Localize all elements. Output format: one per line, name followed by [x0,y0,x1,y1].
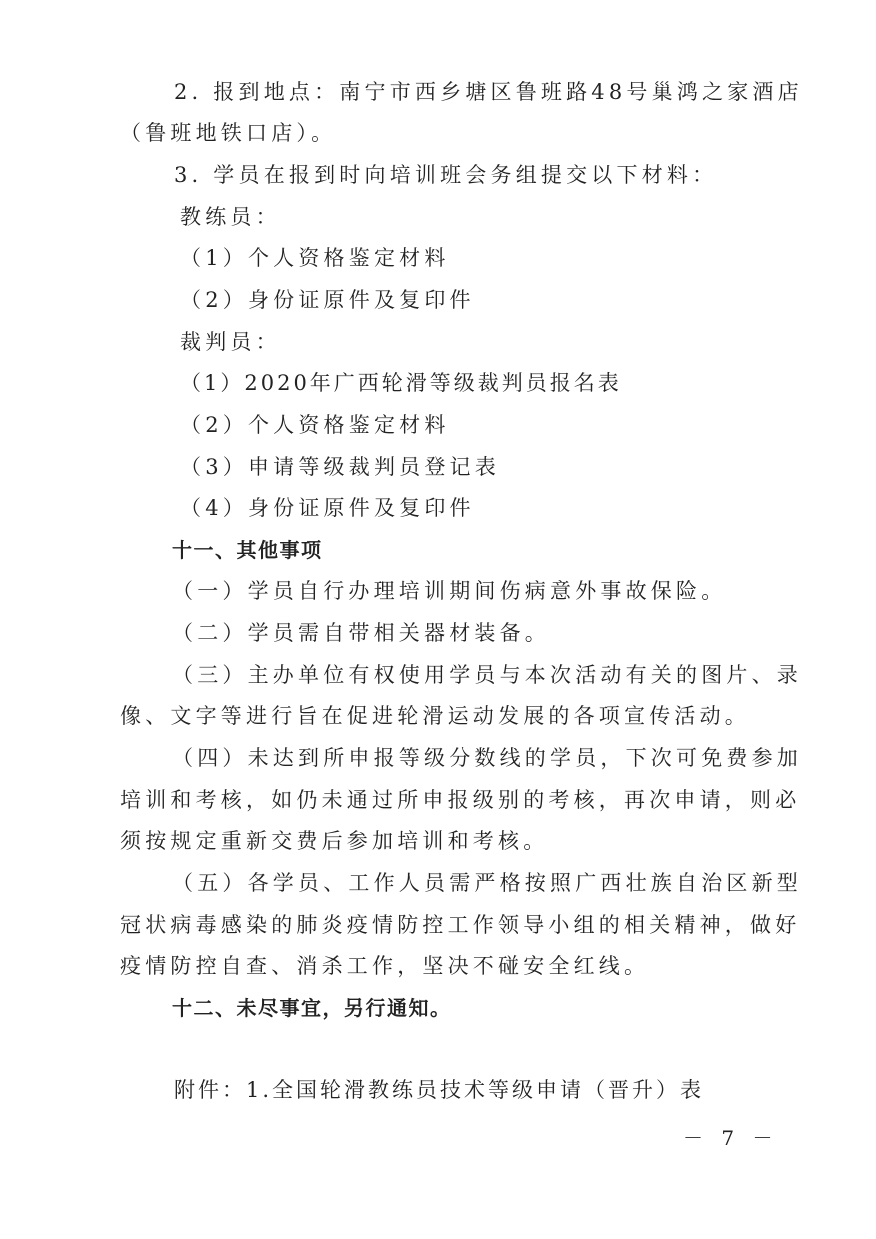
text-line: （一）学员自行办理培训期间伤病意外事故保险。 [172,579,727,603]
section-heading: 十一、其他事项 [172,538,323,562]
text-line: （鲁班地铁口店）。 [120,121,337,145]
text-line: （五）各学员、工作人员需严格按照广西壮族自治区新型 [172,871,802,895]
text-line: 冠状病毒感染的肺炎疫情防控工作领导小组的相关精神，做好 [120,913,801,937]
text-line: 像、文字等进行旨在促进轮滑运动发展的各项宣传活动。 [120,704,750,728]
text-line: 培训和考核，如仍未通过所申报级别的考核，再次申请，则必 [120,788,801,812]
text-line: （四）未达到所申报等级分数线的学员，下次可免费参加 [172,746,802,770]
text-line: 3. 学员在报到时向培训班会务组提交以下材料： [174,163,718,187]
text-line: （3）申请等级裁判员登记表 [180,455,500,479]
text-line: （2）身份证原件及复印件 [180,288,475,312]
text-line: 教练员： [180,205,281,229]
page-number: － 7 － [683,1126,779,1150]
text-line: （1）2020年广西轮滑等级裁判员报名表 [180,371,622,395]
text-line: 2. 报到地点：南宁市西乡塘区鲁班路48号巢鸿之家酒店 [174,80,803,104]
attachment-line: 附件：1.全国轮滑教练员技术等级申请（晋升）表 [174,1078,705,1102]
text-line: 须按规定重新交费后参加培训和考核。 [120,829,549,853]
text-line: 疫情防控自查、消杀工作，坚决不碰安全红线。 [120,954,650,978]
text-line: （2）个人资格鉴定材料 [180,413,450,437]
text-line: （二）学员需自带相关器材装备。 [172,621,550,645]
text-line: （三）主办单位有权使用学员与本次活动有关的图片、录 [172,663,802,687]
text-line: （4）身份证原件及复印件 [180,496,475,520]
section-heading: 十二、未尽事宜，另行通知。 [172,996,452,1020]
text-line: （1）个人资格鉴定材料 [180,246,450,270]
text-line: 裁判员： [180,330,281,354]
